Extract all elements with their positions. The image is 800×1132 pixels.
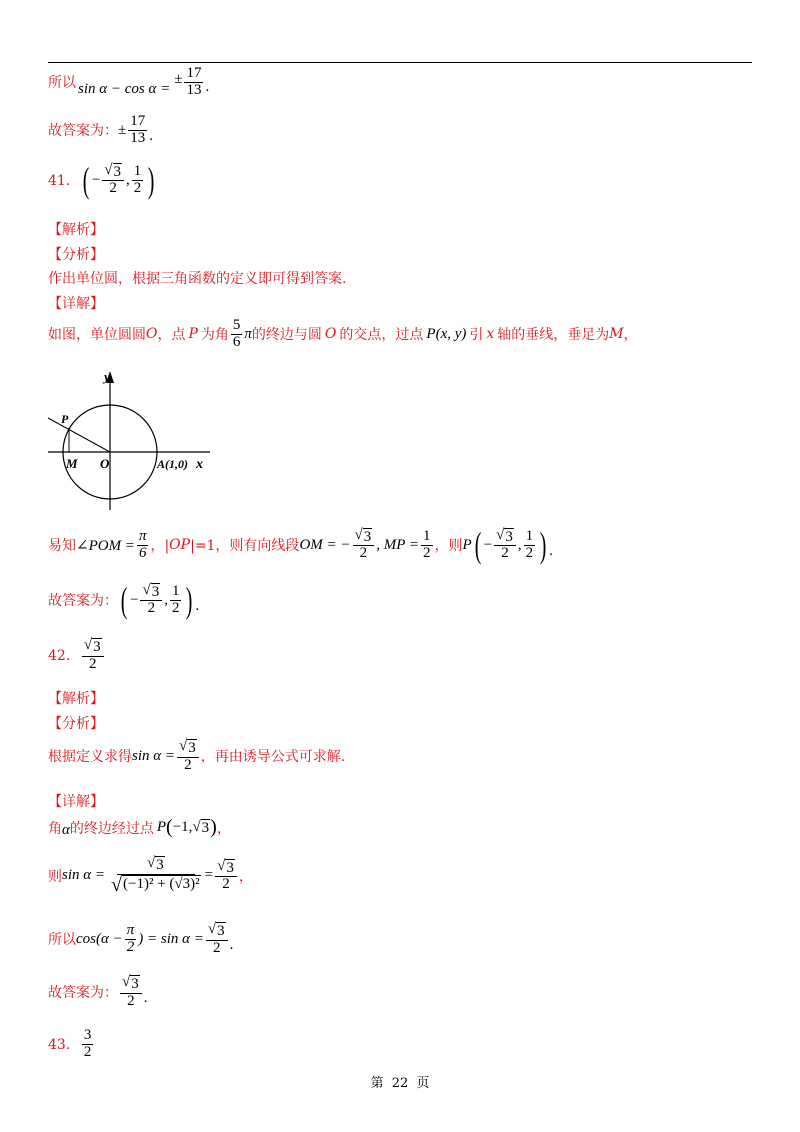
answer-line-41: 故答案为： ( − √ 3 2 , $\frac{1}{2}$ ) . [48, 580, 200, 620]
heading-fenxi-42: 【分析】 [48, 716, 104, 732]
label-o: O [100, 456, 110, 471]
question-42-answer: 42． √ 3 2 [48, 638, 106, 672]
xiangjie-42-line-1: 角 α 的终边经过点 P ( −1, √ 3 ) ， [48, 816, 231, 838]
label-p: P [61, 412, 69, 426]
answer-line-42: 故答案为： √ 3 2 . [48, 974, 148, 1009]
label-a: A(1,0) [157, 457, 188, 471]
yizhi-line-41: 易知 ∠POM = $\frac{\pi}{6}$ ，| OP |=1，则有向线段 OM = − √ 3 2 , MP = $\frac{1}{2}$ ，则 P ( − √ 3 2 , $\frac{1}{2}$ ) . [48, 525, 553, 565]
xiangjie-42-line-3: 所以 cos(α − $\frac{\pi}{2}$ ) = sin α = √ 3 2 . [48, 921, 234, 956]
fenxi-text-41: 作出单位圆，根据三角函数的定义即可得到答案. [48, 271, 347, 287]
heading-fenxi-41: 【分析】 [48, 247, 104, 263]
heading-jiexi-41: 【解析】 [48, 222, 104, 238]
label-m: M [66, 456, 78, 471]
answer-line-40: 故答案为： ± $\frac{17}{13}$ . [48, 113, 153, 146]
heading-xiangjie-41: 【详解】 [48, 296, 104, 312]
fenxi-text-42: 根据定义求得 sin α = √ 3 2 ，再由诱导公式可求解. [48, 738, 346, 773]
heading-xiangjie-42: 【详解】 [48, 794, 104, 810]
xiangjie-42-line-2: 则 sin α = √ 3 √ (−1)² + (√3)² = √ 3 2 ， [48, 855, 253, 896]
label-x: x [196, 457, 203, 472]
label-y: y [104, 369, 110, 384]
question-43-answer: 43． $\frac{3}{2}$ [48, 1027, 92, 1060]
terminal-side [48, 418, 110, 452]
question-41-answer: 41． ( − √ 3 2 , $\frac{1}{2}$ ) [48, 160, 155, 200]
page-footer: 第 22 页 [370, 1076, 430, 1091]
heading-jiexi-42: 【解析】 [48, 691, 104, 707]
line-sin-minus-cos: 所以 sin α − cos α = ± $\frac{17}{13}$ . [48, 65, 210, 98]
xiangjie-text-41: 如图，单位圆圆 O ，点 P 为角 $\frac{5}{6}$ π 的终边与圆 O 的交点，过点 P(x, y) 引 x 轴的垂线，垂足为 M ， [48, 317, 638, 350]
unit-circle-diagram [44, 365, 214, 515]
header-rule [48, 62, 752, 63]
